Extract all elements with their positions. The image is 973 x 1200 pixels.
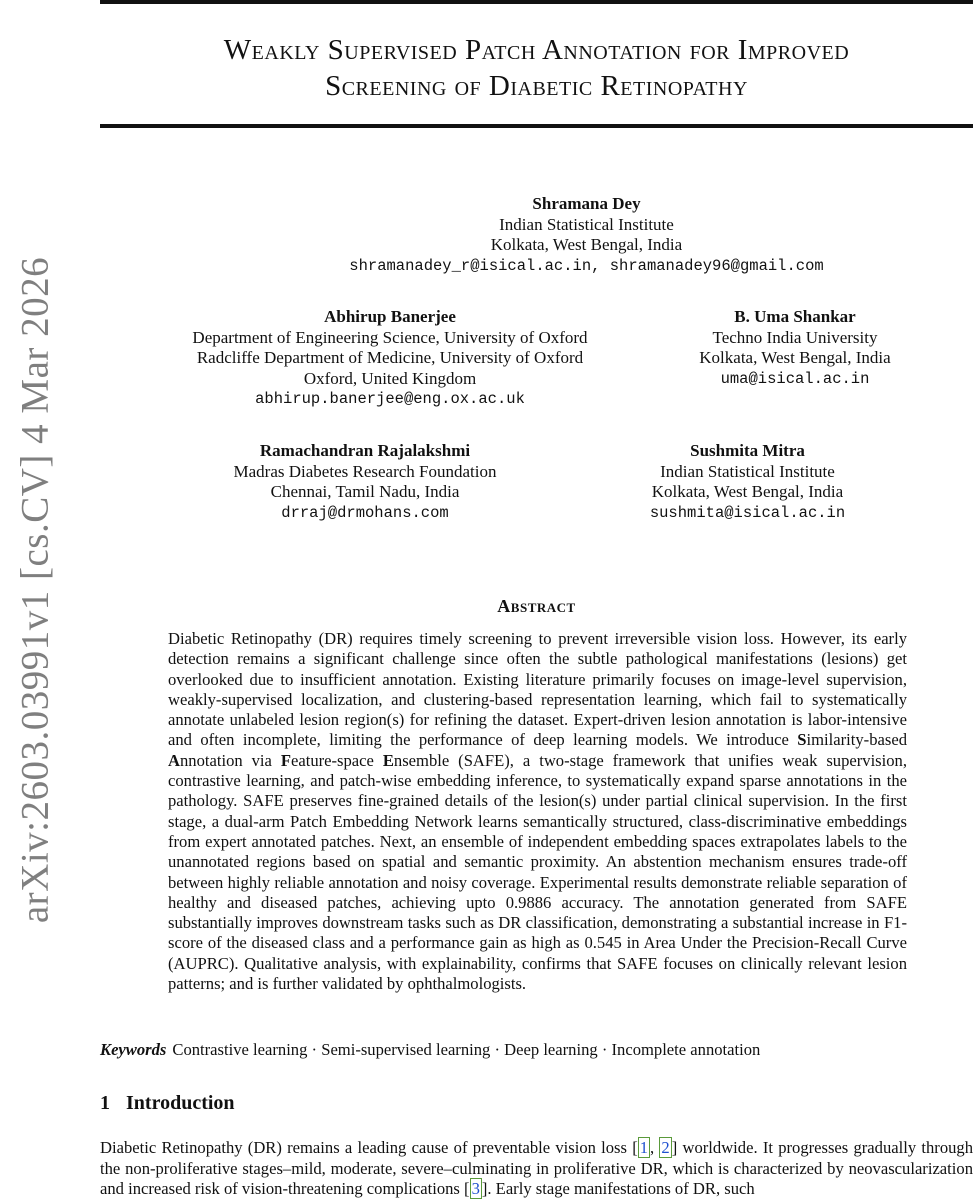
citation-separator: ,	[650, 1138, 660, 1157]
citation-link[interactable]: 2	[661, 1138, 670, 1157]
author-email[interactable]: uma@isical.ac.in	[720, 369, 870, 388]
author-email[interactable]: shramanadey_r@isical.ac.in, shramanadey96@gmail.com	[349, 256, 824, 275]
keywords-text: Contrastive learning · Semi-supervised learning · Deep learning · Incomplete annotation	[172, 1040, 761, 1059]
intro-text: ] worldwide. It progresses gradually through the non-proliferative stages–mild, moderate, severe–culminating in proliferative DR, which is characterized by neovascularization and increased risk of vision-threatening complications [	[100, 1138, 973, 1199]
author-email[interactable]: abhirup.banerjee@eng.ox.ac.uk	[255, 390, 525, 408]
keywords-line	[100, 1040, 973, 1060]
acronym-letter: A	[168, 750, 180, 770]
abstract-part: nsemble (SAFE), a two-stage framework that unifies weak supervision, contrastive learning, and patch-wise embedding inference, to systematically expand sparse annotations in the pathology. SAFE preserves fine-grained details of the lesion(s) under partial clinical supervision. In the first stage, a dual-arm Patch Embedding Network learns semantically structured, class-discriminative embeddings from expert annotated patches. Next, an ensemble of independent embedding spaces extrapolates labels to the unannotated regions based on spatial and semantic proximity. An abstention mechanism ensures trade-off between highly reliable annotation and noisy coverage. Experimental results demonstrate reliable separation of healthy and diseased patches, achieving upto 0.9886 accuracy. The annotation generated from SAFE substantially improves downstream tasks such as DR classification, demonstrating a substantial increase in F1-score of the diseased class and a performance gain as high as 0.545 in Area Under the Precision-Recall Curve (AUPRC). Qualitative analysis, with explainability, confirms that SAFE focuses on clinically relevant lesion patterns; and is further validated by ophthalmologists.	[168, 750, 907, 994]
acronym-letter: F	[280, 750, 291, 770]
paper-title	[100, 32, 973, 104]
author-block	[160, 307, 620, 410]
author-affiliation: Madras Diabetes Research Foundation	[233, 461, 497, 481]
abstract-text	[168, 629, 907, 994]
top-rule	[100, 0, 973, 4]
acronym-letter: E	[382, 750, 394, 770]
abstract-part: nnotation via	[179, 750, 281, 770]
section-number: 1	[100, 1092, 110, 1114]
author-email[interactable]: sushmita@isical.ac.in	[649, 503, 846, 522]
author-affiliation: Kolkata, West Bengal, India	[490, 235, 683, 254]
author-affiliation: Techno India University	[712, 327, 878, 347]
author-affiliation: Indian Statistical Institute	[660, 461, 835, 481]
intro-text: Diabetic Retinopathy (DR) remains a leading cause of preventable vision loss [	[100, 1138, 638, 1157]
author-affiliation: Chennai, Tamil Nadu, India	[270, 482, 460, 501]
author-email[interactable]: drraj@drmohans.com	[281, 503, 449, 522]
title-line-1: Weakly Supervised Patch Annotation for Improved	[223, 34, 850, 66]
author-block	[660, 307, 930, 389]
abstract-part: eature-space	[290, 750, 383, 770]
intro-text: ]. Early stage manifestations of DR, such	[481, 1179, 755, 1199]
citation-link[interactable]: 3	[471, 1179, 480, 1199]
intro-paragraph	[100, 1138, 973, 1200]
abstract-heading: Abstract	[497, 596, 576, 616]
author-affiliation: Radcliffe Department of Medicine, University of Oxford	[196, 348, 584, 367]
author-affiliation: Indian Statistical Institute	[499, 214, 674, 234]
author-name: Abhirup Banerjee	[324, 307, 456, 326]
section-title: Introduction	[126, 1092, 235, 1114]
title-bottom-rule	[100, 124, 973, 128]
author-affiliation: Kolkata, West Bengal, India	[699, 348, 891, 367]
author-affiliation: Kolkata, West Bengal, India	[651, 482, 844, 501]
title-line-2: Screening of Diabetic Retinopathy	[325, 70, 748, 102]
author-block	[620, 441, 875, 523]
author-affiliation: Oxford, United Kingdom	[303, 368, 477, 388]
author-name: Ramachandran Rajalakshmi	[259, 441, 471, 460]
author-block	[180, 441, 550, 523]
keywords-label: Keywords	[100, 1040, 167, 1059]
arxiv-identifier[interactable]: arXiv:2603.03991v1 [cs.CV] 4 Mar 2026	[13, 256, 57, 924]
acronym-letter: S	[797, 730, 807, 750]
author-name: B. Uma Shankar	[734, 307, 856, 326]
citation-link[interactable]: 1	[639, 1138, 649, 1157]
author-affiliation: Department of Engineering Science, University of Oxford	[192, 327, 588, 347]
abstract-part: imilarity-based	[806, 730, 907, 750]
author-name: Shramana Dey	[532, 194, 641, 213]
author-block	[200, 194, 973, 276]
section-heading	[100, 1092, 235, 1115]
author-name: Sushmita Mitra	[690, 441, 805, 460]
abstract-part: Diabetic Retinopathy (DR) requires timely screening to prevent irreversible vision loss. However, its early detection remains a significant challenge since often the subtle pathological manifestations (lesions) get overlooked due to insufficient annotation. Existing literature primarily focuses on image-level supervision, weakly-supervised localization, and clustering-based representation learning, which fail to systematically annotate unlabeled lesion region(s) for refining the dataset. Expert-driven lesion annotation is labor-intensive and often incomplete, limiting the performance of deep learning models. We introduce	[168, 629, 907, 750]
